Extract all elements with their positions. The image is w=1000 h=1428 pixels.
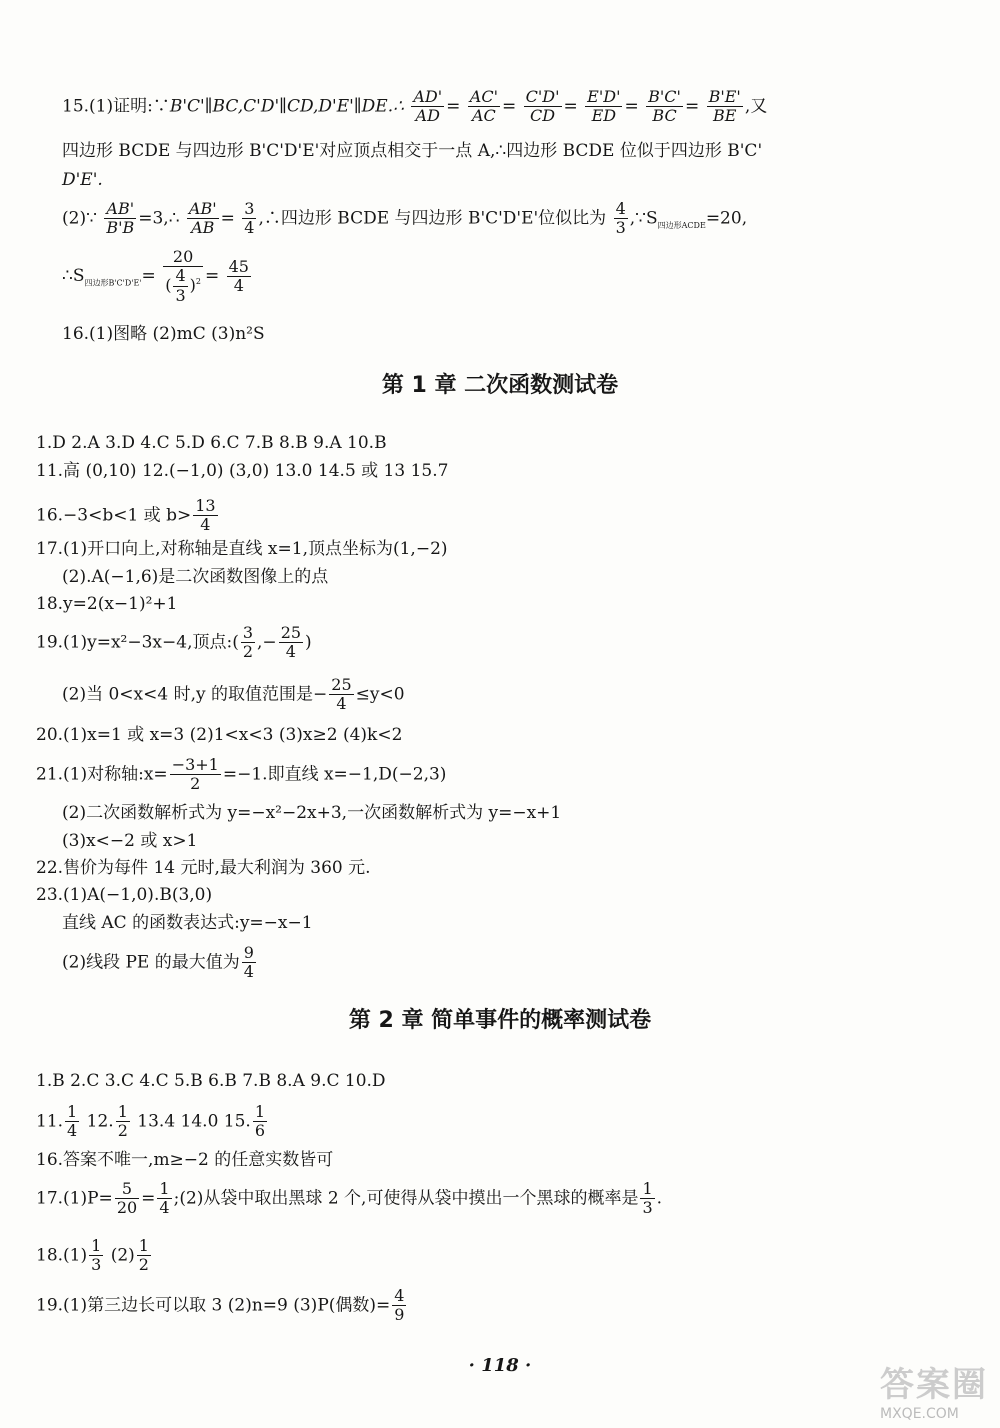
- ch2-q18: 18.(1) $\frac{1}{3}$ (2) $\frac{1}{2}$: [36, 1236, 149, 1275]
- ch1-mc: 1.D 2.A 3.D 4.C 5.D 6.C 7.B 8.B 9.A 10.B: [36, 433, 387, 453]
- ch1-q23b: 直线 AC 的函数表达式:y=−x−1: [62, 913, 313, 933]
- ch1-q16: 16.−3<b<1 或 b> $\frac{13}{4}$: [36, 496, 216, 535]
- q15-part1-line3: D'E'.: [62, 170, 103, 190]
- ch1-q21c: (3)x<−2 或 x>1: [62, 831, 198, 851]
- ch1-q21a: 21.(1)对称轴:x= $\frac{-3+1}{2}$ =−1.即直线 x=−1,D(−2,3): [36, 755, 447, 794]
- ch1-q17a: 17.(1)开口向上,对称轴是直线 x=1,顶点坐标为(1,−2): [36, 539, 448, 559]
- ch2-q16: 16.答案不唯一,m≥−2 的任意实数皆可: [36, 1150, 334, 1170]
- ch1-fill: 11.高 (0,10) 12.(−1,0) (3,0) 13.0 14.5 或 13 15.7: [36, 461, 449, 481]
- ch1-q23c: (2)线段 PE 的最大值为 $\frac{9}{4}$: [62, 943, 254, 982]
- fraction: $\frac{AD'}{AD}$: [413, 87, 443, 126]
- page-number: · 118 ·: [468, 1355, 532, 1376]
- chapter2-title: 第 2 章 简单事件的概率测试卷: [348, 1008, 652, 1033]
- ch1-q21b: (2)二次函数解析式为 y=−x²−2x+3,一次函数解析式为 y=−x+1: [62, 803, 562, 823]
- chapter1-title: 第 1 章 二次函数测试卷: [381, 373, 619, 398]
- ch1-q19a: 19.(1)y=x²−3x−4,顶点:( $\frac{3}{2}$ ,− $\frac{25}{4}$ ): [36, 623, 312, 662]
- ch2-mc: 1.B 2.C 3.C 4.C 5.B 6.B 7.B 8.A 9.C 10.D: [36, 1071, 386, 1091]
- fraction: $\frac{C'D'}{CD}$: [525, 87, 560, 126]
- ch1-q20: 20.(1)x=1 或 x=3 (2)1<x<3 (3)x≥2 (4)k<2: [36, 725, 403, 745]
- ch1-q22: 22.售价为每件 14 元时,最大利润为 360 元.: [36, 858, 371, 878]
- q15-part2-line2: $\therefore S_{四边形B'C'D'E'}=$ 20 ( $\frac{4}{3}$ )$^2$ = $\frac{45}{4}$: [62, 247, 249, 305]
- ch1-q17b: (2).A(−1,6)是二次函数图像上的点: [62, 567, 329, 587]
- ch2-fill: 11. $\frac{1}{4}$ 12. $\frac{1}{2}$ 13.4 14.0 15. $\frac{1}{6}$: [36, 1102, 266, 1141]
- q16-top: 16.(1)图略 (2)mC (3)n²S: [62, 324, 265, 344]
- watermark-logo: 答案圈 MXQE.COM: [880, 1365, 988, 1422]
- ch1-q18: 18.y=2(x−1)²+1: [36, 594, 178, 614]
- ch1-q19b: (2)当 0<x<4 时,y 的取值范围是− $\frac{25}{4}$ ≤y<0: [62, 675, 405, 714]
- ch2-q19: 19.(1)第三边长可以取 3 (2)n=9 (3)P(偶数)= $\frac{4}{9}$: [36, 1286, 405, 1325]
- fraction: $\frac{B'E'}{BE}$: [708, 87, 741, 126]
- fraction: $\frac{B'C'}{BC}$: [648, 87, 681, 126]
- ch2-q17: 17.(1)P= $\frac{5}{20}$ = $\frac{1}{4}$ ;(2)从袋中取出黑球 2 个,可使得从袋中摸出一个黑球的概率是 $\frac{1}{3}$ .: [36, 1179, 663, 1218]
- q15-part1-line2: 四边形 BCDE 与四边形 B'C'D'E'对应顶点相交于一点 A,∴四边形 BCDE 位似于四边形 B'C': [62, 141, 763, 161]
- q15-part2-line1: (2)∵ $\frac{AB'}{B'B}$ =3,∴ $\frac{AB'}{AB}$ = $\frac{3}{4}$ ,∴四边形 BCDE 与四边形 B'C'D'E'位似比为 $\frac{4}{3}$ $,\because S_{四边形ACDE}=20$,: [62, 199, 748, 238]
- fraction: $\frac{AC'}{AC}$: [469, 87, 498, 126]
- fraction: $\frac{E'D'}{ED}$: [587, 87, 621, 126]
- q15-part1-line1: 15.(1)证明:∵B'C'∥BC,C'D'∥CD,D'E'∥DE.∴ $\frac{AD'}{AD}$ = $\frac{AC'}{AC}$ = $\frac{C'D'}{CD}$ = $\frac{E'D'}{ED}$ = $\frac{B'C'}{BC}$ = $\frac{B'E'}{BE}$ ,又: [62, 87, 768, 126]
- ch1-q23a: 23.(1)A(−1,0).B(3,0): [36, 885, 213, 905]
